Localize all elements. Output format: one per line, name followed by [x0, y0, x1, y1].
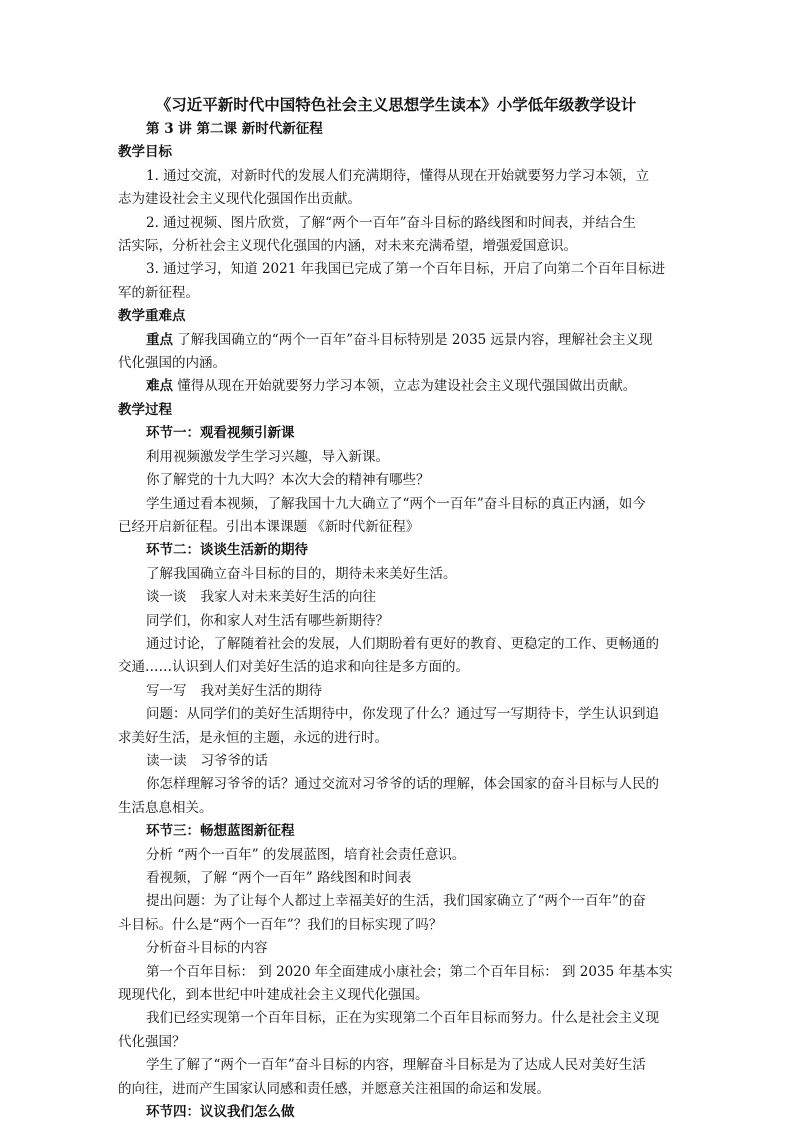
activity-write [118, 680, 678, 703]
activity-talk-topic: 我家人对未来美好生活的向往 [200, 589, 376, 606]
step-3-paragraph-5-line-1: 第一个百年目标： 到 2020 年全面建成小康社会；第二个百年目标： 到 2035 年基本实 [146, 963, 673, 980]
step-3-paragraph-5-line-2: 现现代化，到本世纪中叶建成社会主义现代化强国。 [118, 987, 429, 1004]
step-3-paragraph-7-line-1: 学生了解了“两个一百年”奋斗目标的内容，理解奋斗目标是为了达成人民对美好生活 [146, 1057, 646, 1074]
step-4-heading: 环节四：议议我们怎么做 [146, 1104, 295, 1121]
step-2-paragraph-4-line-1: 问题：从同学们的美好生活期待中，你发现了什么？通过写一写期待卡，学生认识到追 [146, 706, 659, 723]
activity-read [118, 750, 678, 773]
step-3-paragraph-3-line-2: 斗目标。什么是“两个一百年”？我们的目标实现了吗？ [118, 916, 443, 933]
activity-read-label: 读一读 [146, 752, 187, 769]
key-point-label: 重点 [146, 331, 173, 348]
section-heading-process: 教学过程 [118, 401, 172, 418]
step-2-paragraph-1: 了解我国确立奋斗目标的目的，期待未来美好生活。 [146, 565, 457, 582]
step-3-paragraph-6-line-1: 我们已经实现第一个百年目标，正在为实现第二个百年目标而努力。什么是社会主义现 [146, 1010, 659, 1027]
document-title: 《习近平新时代中国特色社会主义思想学生读本》小学低年级教学设计 [155, 95, 637, 114]
difficult-point-text: 懂得从现在开始就要努力学习本领，立志为建设社会主义现代强国做出贡献。 [173, 378, 637, 395]
step-1-heading: 环节一：观看视频引新课 [146, 425, 295, 442]
lesson-subtitle: 第 3 讲 第二课 新时代新征程 [146, 121, 323, 137]
step-2-paragraph-3-line-2: 交通……认识到人们对美好生活的追求和向往是多方面的。 [118, 659, 469, 676]
step-1-paragraph-3-line-2: 已经开启新征程。引出本课课题 《新时代新征程》 [118, 518, 420, 535]
key-point-line-2: 代化强国的内涵。 [118, 355, 226, 372]
activity-write-topic: 我对美好生活的期待 [200, 682, 322, 699]
goal-3-line-2: 军的新征程。 [118, 284, 199, 301]
document-page [118, 92, 678, 1124]
step-1-paragraph-2: 你了解党的十九大吗？本次大会的精神有哪些？ [146, 472, 430, 489]
goal-2-line-2: 活实际，分析社会主义现代化强国的内涵，对未来充满希望，增强爱国意识。 [118, 238, 577, 255]
key-point-line-1 [118, 329, 678, 352]
key-point-text: 了解我国确立的“两个一百年”奋斗目标特别是 2035 远景内容，理解社会主义现 [173, 331, 653, 348]
step-3-paragraph-1: 分析 “两个一百年” 的发展蓝图，培育社会责任意识。 [146, 846, 466, 863]
goal-1-line-1: 1. 通过交流，对新时代的发展人们充满期待，懂得从现在开始就要努力学习本领，立 [146, 167, 650, 184]
difficult-point-line [118, 375, 678, 398]
step-3-paragraph-3-line-1: 提出问题：为了让每个人都过上幸福美好的生活，我们国家确立了“两个一百年”的奋 [146, 893, 646, 910]
section-heading-goals: 教学目标 [118, 144, 172, 161]
step-2-paragraph-2: 同学们，你和家人对生活有哪些新期待？ [146, 612, 389, 629]
section-heading-key-points: 教学重难点 [118, 308, 186, 325]
step-1-paragraph-3-line-1: 学生通过看本视频，了解我国十九大确立了“两个一百年”奋斗目标的真正内涵，如今 [146, 495, 646, 512]
step-3-paragraph-2: 看视频，了解 “两个一百年” 路线图和时间表 [146, 870, 412, 886]
step-2-paragraph-3-line-1: 通过讨论，了解随着社会的发展，人们期盼着有更好的教育、更稳定的工作、更畅通的 [146, 635, 659, 652]
goal-2-line-1: 2. 通过视频、图片欣赏，了解“两个一百年”奋斗目标的路线图和时间表，并结合生 [146, 214, 636, 231]
step-2-paragraph-5-line-1: 你怎样理解习爷爷的话？通过交流对习爷爷的话的理解，体会国家的奋斗目标与人民的 [146, 776, 659, 793]
step-3-heading: 环节三：畅想蓝图新征程 [146, 823, 295, 840]
step-3-paragraph-6-line-2: 代化强国？ [118, 1033, 186, 1050]
step-2-heading: 环节二：谈谈生活新的期待 [146, 542, 308, 559]
step-2-paragraph-4-line-2: 求美好生活，是永恒的主题，永远的进行时。 [118, 729, 388, 746]
step-2-paragraph-5-line-2: 生活息息相关。 [118, 799, 213, 816]
goal-1-line-2: 志为建设社会主义现代化强国作出贡献。 [118, 191, 361, 208]
difficult-point-label: 难点 [146, 378, 173, 395]
activity-talk-label: 谈一谈 [146, 589, 187, 606]
goal-3-line-1: 3. 通过学习，知道 2021 年我国已完成了第一个百年目标，开启了向第二个百年目标进 [146, 261, 666, 278]
activity-write-label: 写一写 [146, 682, 187, 699]
step-3-paragraph-7-line-2: 的向往，进而产生国家认同感和责任感，并愿意关注祖国的命运和发展。 [118, 1080, 550, 1097]
activity-talk [118, 586, 678, 609]
activity-read-topic: 习爷爷的话 [200, 752, 268, 769]
step-1-paragraph-1: 利用视频激发学生学习兴趣，导入新课。 [146, 448, 389, 465]
step-3-paragraph-4: 分析奋斗目标的内容 [146, 940, 268, 957]
